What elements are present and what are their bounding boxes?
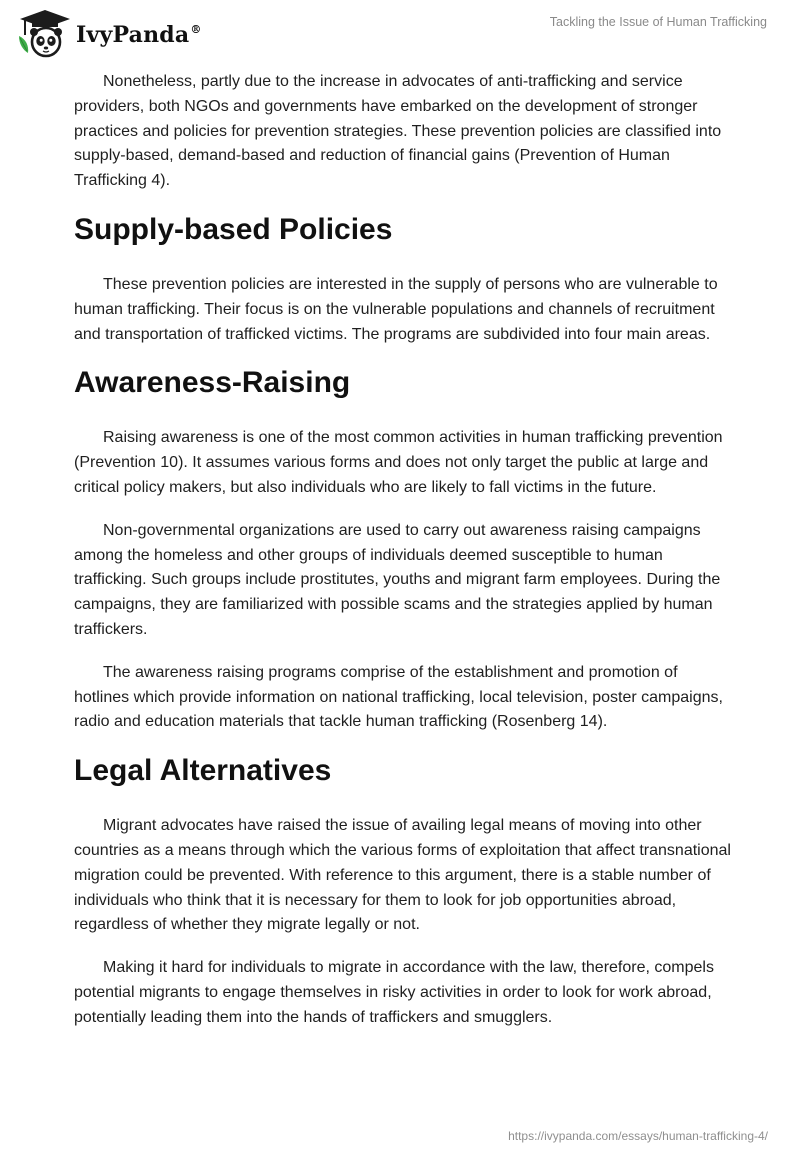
section-heading-legal-alternatives: Legal Alternatives — [74, 754, 332, 788]
essay-content — [74, 70, 734, 1049]
paragraph: Raising awareness is one of the most common activities in human trafficking prevention (Prevention 10). It assumes various forms and does not only target the public at large and critical policy makers, but also individuals who are likely to fall victims in the future. — [74, 429, 723, 496]
paragraph: Non-governmental organizations are used to carry out awareness raising campaigns among the homeless and other groups of individuals deemed susceptible to human trafficking. Such groups include prostitutes, youths and migrant farm employees. During the campaigns, they are familiarized with possible scams and the strategies applied by human traffickers. — [74, 521, 721, 638]
intro-paragraph: Nonetheless, partly due to the increase in advocates of anti-trafficking and service providers, both NGOs and governments have embarked on the development of stronger practices and policies for prevention strategies. These prevention policies are classified into supply-based, demand-based and reduction of financial gains (Prevention of Human Trafficking 4). — [74, 73, 722, 190]
paragraph: Migrant advocates have raised the issue of availing legal means of moving into other countries as a means through which the various forms of exploitation that affect transnational migration could be prevented. With reference to this argument, there is a stable number of individuals who think that it is necessary for them to look for job opportunities abroad, regardless of whether they migrate legally or not. — [74, 817, 731, 934]
paragraph: Making it hard for individuals to migrate in accordance with the law, therefore, compels potential migrants to engage themselves in risky activities in order to look for work abroad, potentially leading them into the hands of traffickers and smugglers. — [74, 959, 714, 1026]
panda-graduate-icon — [16, 8, 74, 58]
paragraph: The awareness raising programs comprise of the establishment and promotion of hotlines which provide information on national trafficking, local television, poster campaigns, radio and education materials that tackle human trafficking (Rosenberg 14). — [74, 663, 723, 731]
ivypanda-logo[interactable] — [16, 8, 202, 58]
section-heading-awareness-raising: Awareness-Raising — [74, 366, 351, 400]
page-header — [0, 0, 800, 70]
brand-name-text: IvyPanda — [76, 22, 190, 48]
paragraph: These prevention policies are interested in the supply of persons who are vulnerable to human trafficking. Their focus is on the vulnerable populations and channels of recruitment and transportation of trafficked victims. The programs are subdivided into four main areas. — [74, 275, 718, 343]
section-heading-supply-based-policies: Supply-based Policies — [74, 212, 393, 246]
source-url-link[interactable]: https://ivypanda.com/essays/human-trafficking-4/ — [508, 1129, 768, 1143]
brand-name — [76, 22, 202, 48]
document-title: Tackling the Issue of Human Trafficking — [549, 15, 767, 29]
registered-mark: ® — [190, 23, 202, 36]
